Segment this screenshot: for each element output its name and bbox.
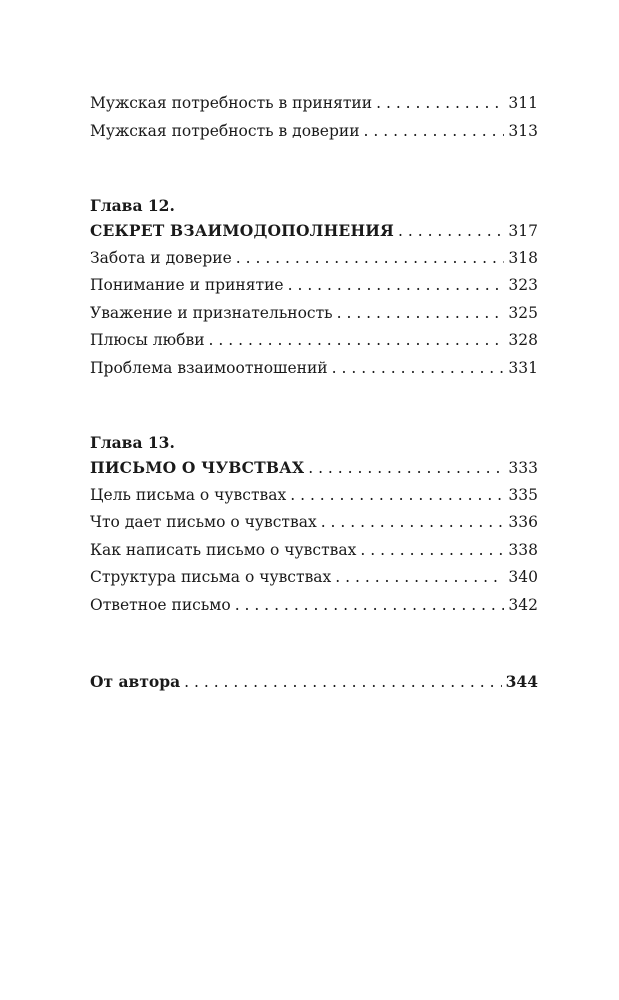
toc-entry-page: 328: [508, 331, 538, 349]
toc-entry-title: Проблема взаимоотношений: [90, 358, 328, 377]
toc-entry-page: 340: [508, 568, 538, 586]
toc-entry: [90, 537, 538, 565]
chapter-heading-page: 333: [508, 459, 538, 477]
toc-entry-title: Понимание и принятие: [90, 276, 284, 294]
toc-entry-title: Плюсы любви: [90, 331, 205, 349]
toc-entry-title: Ответное письмо: [90, 595, 231, 614]
toc-entry-title: Мужская потребность в доверии: [90, 121, 360, 140]
toc-entry: [90, 564, 538, 592]
toc-entry-page: 336: [508, 513, 538, 531]
table-of-contents: [90, 90, 538, 696]
chapter-heading-title: ПИСЬМО О ЧУВСТВАХ: [90, 458, 305, 477]
dot-leader: [360, 537, 504, 565]
dot-leader: [209, 327, 505, 355]
toc-entry-page: 335: [508, 485, 538, 504]
toc-entry-title: Цель письма о чувствах: [90, 485, 287, 504]
dot-leader: [236, 245, 505, 273]
chapter-heading-page: 317: [508, 222, 538, 240]
toc-entry-page: 313: [508, 121, 538, 140]
dot-leader: [290, 482, 504, 510]
toc-entry: [90, 245, 538, 273]
dot-leader: [321, 509, 505, 537]
dot-leader: [235, 592, 505, 620]
toc-entry-page: 331: [508, 358, 538, 377]
dot-leader: [398, 218, 504, 246]
toc-entry-title: Уважение и признательность: [90, 303, 333, 322]
toc-entry-title: Как написать письмо о чувствах: [90, 540, 357, 559]
dot-leader: [376, 90, 504, 118]
toc-entry: [90, 592, 538, 620]
toc-entry-page: 338: [508, 540, 538, 559]
toc-entry: [90, 509, 538, 537]
toc-entry-page: 318: [508, 248, 538, 267]
dot-leader: [288, 272, 505, 300]
toc-entry: [90, 272, 538, 300]
dot-leader: [308, 455, 504, 483]
chapter-heading-title: СЕКРЕТ ВЗАИМОДОПОЛНЕНИЯ: [90, 221, 395, 240]
toc-entry-title: Забота и доверие: [90, 248, 232, 267]
toc-entry-title: Структура письма о чувствах: [90, 568, 332, 586]
dot-leader: [364, 118, 505, 146]
dot-leader: [332, 355, 505, 383]
toc-entry-page: 325: [508, 303, 538, 322]
dot-leader: [184, 669, 502, 697]
dot-leader: [335, 564, 504, 592]
toc-entry: [90, 355, 538, 383]
dot-leader: [337, 300, 505, 328]
toc-entry: [90, 482, 538, 510]
toc-entry-title: Что дает письмо о чувствах: [90, 513, 317, 531]
toc-entry-title: От автора: [90, 672, 181, 691]
toc-entry-title: Мужская потребность в принятии: [90, 94, 373, 112]
toc-entry-page: 344: [505, 672, 538, 691]
toc-entry: [90, 300, 538, 328]
toc-entry: [90, 118, 538, 146]
chapter-13-label: Глава 13.: [90, 433, 175, 452]
toc-entry-page: 323: [508, 276, 538, 294]
toc-entry-page: 311: [508, 94, 538, 112]
chapter-12-label: Глава 12.: [90, 196, 175, 215]
chapter-13-heading: [90, 454, 538, 482]
toc-entry: [90, 90, 538, 118]
toc-entry-page: 342: [508, 595, 538, 614]
chapter-12-heading: [90, 217, 538, 245]
author-note-entry: [90, 668, 538, 696]
toc-entry: [90, 327, 538, 355]
